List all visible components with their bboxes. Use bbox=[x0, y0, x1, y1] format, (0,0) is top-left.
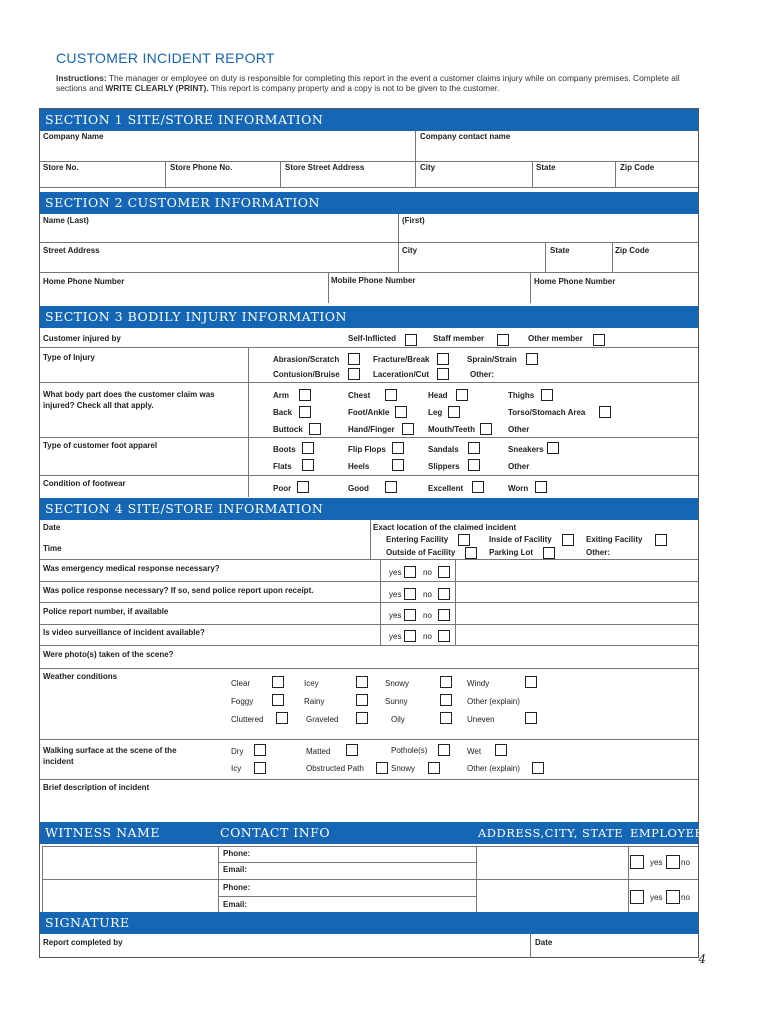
arm-checkbox[interactable] bbox=[299, 389, 311, 401]
type-of-injury-label: Type of Injury bbox=[43, 353, 95, 362]
section3-header: SECTION 3 BODILY INJURY INFORMATION bbox=[40, 306, 698, 328]
inside-facility-checkbox[interactable] bbox=[562, 534, 574, 546]
back-label: Back bbox=[273, 408, 293, 417]
injured-by-label: Customer injured by bbox=[43, 334, 121, 343]
witness2-email-field[interactable]: Email: bbox=[223, 900, 248, 909]
entering-facility-checkbox[interactable] bbox=[458, 534, 470, 546]
other-member-checkbox[interactable] bbox=[593, 334, 605, 346]
witness1-employee-yes-checkbox[interactable] bbox=[630, 855, 644, 869]
police-yes-label: yes bbox=[389, 590, 402, 599]
instructions bbox=[56, 74, 688, 93]
store-no-field[interactable]: Store No. bbox=[43, 163, 79, 172]
footwear-label: Type of customer foot apparel bbox=[43, 441, 158, 450]
emergency-yes-label: yes bbox=[389, 568, 402, 577]
report-yes-checkbox[interactable] bbox=[404, 609, 416, 621]
emergency-no-checkbox[interactable] bbox=[438, 566, 450, 578]
parking-lot-checkbox[interactable] bbox=[543, 547, 555, 559]
condition-label: Condition of footwear bbox=[43, 479, 126, 488]
sandals-label: Sandals bbox=[428, 445, 459, 454]
store-zip-field[interactable]: Zip Code bbox=[620, 163, 655, 172]
flats-label: Flats bbox=[273, 462, 292, 471]
fracture-label: Fracture/Break bbox=[373, 355, 430, 364]
customer-zip-field[interactable]: Zip Code bbox=[615, 246, 650, 255]
leg-label: Leg bbox=[428, 408, 443, 417]
snowy-checkbox[interactable] bbox=[440, 676, 452, 688]
incident-form bbox=[39, 108, 704, 958]
video-yes-label: yes bbox=[389, 632, 402, 641]
clear-checkbox[interactable] bbox=[272, 676, 284, 688]
good-checkbox[interactable] bbox=[385, 481, 397, 493]
self-inflicted-label: Self-Inflicted bbox=[348, 334, 397, 343]
police-no-label: no bbox=[423, 590, 432, 599]
chest-label: Chest bbox=[348, 391, 371, 400]
incident-time-field[interactable]: Time bbox=[43, 544, 62, 553]
witness2-employee-no-checkbox[interactable] bbox=[666, 890, 680, 904]
page-number: 4 bbox=[698, 952, 706, 966]
hand-finger-label: Hand/Finger bbox=[348, 425, 395, 434]
customer-mobile-phone-field[interactable]: Mobile Phone Number bbox=[331, 276, 416, 285]
buttock-checkbox[interactable] bbox=[309, 423, 321, 435]
other-member-label: Other member bbox=[528, 334, 583, 343]
exiting-facility-label: Exiting Facility bbox=[586, 535, 643, 544]
foggy-label: Foggy bbox=[231, 697, 254, 706]
customer-state-field[interactable]: State bbox=[550, 246, 570, 255]
outside-facility-label: Outside of Facility bbox=[386, 548, 456, 557]
witness2-no-label: no bbox=[681, 893, 690, 902]
surface-snowy-checkbox[interactable] bbox=[428, 762, 440, 774]
heels-label: Heels bbox=[348, 462, 370, 471]
question-video: Is video surveillance of incident available? bbox=[43, 628, 205, 637]
cluttered-label: Cluttered bbox=[231, 715, 264, 724]
report-no-label: no bbox=[423, 611, 432, 620]
walking-surface-label: Walking surface at the scene of the incident bbox=[43, 746, 177, 766]
torso-label: Torso/Stomach Area bbox=[508, 408, 586, 417]
customer-home-phone-field-2[interactable]: Home Phone Number bbox=[534, 277, 616, 286]
pothole-checkbox[interactable] bbox=[438, 744, 450, 756]
icy-label: Icy bbox=[231, 764, 242, 773]
thighs-label: Thighs bbox=[508, 391, 535, 400]
store-address-field[interactable]: Store Street Address bbox=[285, 163, 365, 172]
company-contact-field[interactable]: Company contact name bbox=[420, 132, 511, 141]
pothole-label: Pothole(s) bbox=[391, 746, 428, 755]
flip-flops-checkbox[interactable] bbox=[392, 442, 404, 454]
cluttered-checkbox[interactable] bbox=[276, 712, 288, 724]
entering-facility-label: Entering Facility bbox=[386, 535, 449, 544]
foggy-checkbox[interactable] bbox=[272, 694, 284, 706]
customer-city-field[interactable]: City bbox=[402, 246, 418, 255]
graveled-label: Graveled bbox=[306, 715, 339, 724]
excellent-label: Excellent bbox=[428, 484, 464, 493]
foot-ankle-label: Foot/Ankle bbox=[348, 408, 390, 417]
witness2-employee-yes-checkbox[interactable] bbox=[630, 890, 644, 904]
witness1-phone-field[interactable]: Phone: bbox=[223, 849, 251, 858]
laceration-checkbox[interactable] bbox=[437, 368, 449, 380]
foot-ankle-checkbox[interactable] bbox=[395, 406, 407, 418]
snowy-label: Snowy bbox=[385, 679, 410, 688]
mouth-teeth-label: Mouth/Teeth bbox=[428, 425, 475, 434]
body-part-label: What body part does the customer claim was injured? Check all that apply. bbox=[43, 390, 215, 410]
head-label: Head bbox=[428, 391, 448, 400]
witness-name-header: WITNESS NAME bbox=[40, 822, 214, 844]
flip-flops-label: Flip Flops bbox=[348, 445, 386, 454]
self-inflicted-checkbox[interactable] bbox=[405, 334, 417, 346]
footwear-other-label: Other bbox=[508, 462, 530, 471]
witness2-yes-label: yes bbox=[650, 893, 663, 902]
clear-label: Clear bbox=[231, 679, 251, 688]
matted-label: Matted bbox=[306, 747, 331, 756]
customer-first-name-field[interactable]: (First) bbox=[402, 216, 425, 225]
abrasion-checkbox[interactable] bbox=[348, 353, 360, 365]
customer-home-phone-field[interactable]: Home Phone Number bbox=[43, 277, 125, 286]
location-other-label: Other: bbox=[586, 548, 610, 557]
report-no-checkbox[interactable] bbox=[438, 609, 450, 621]
brief-description-field[interactable]: Brief description of incident bbox=[43, 783, 150, 792]
sprain-checkbox[interactable] bbox=[526, 353, 538, 365]
instructions-emphasis: WRITE CLEARLY (PRINT). bbox=[105, 82, 209, 93]
mouth-teeth-checkbox[interactable] bbox=[480, 423, 492, 435]
obstructed-label: Obstructed Path bbox=[306, 764, 364, 773]
heels-checkbox[interactable] bbox=[392, 459, 404, 471]
store-state-field[interactable]: State bbox=[536, 163, 556, 172]
question-police: Was police response necessary? If so, send police report upon receipt. bbox=[43, 586, 314, 595]
emergency-no-label: no bbox=[423, 568, 432, 577]
poor-checkbox[interactable] bbox=[297, 481, 309, 493]
section1-header: SECTION 1 SITE/STORE INFORMATION bbox=[40, 109, 698, 131]
instructions-lead: Instructions: bbox=[56, 73, 107, 83]
witness1-email-field[interactable]: Email: bbox=[223, 865, 248, 874]
body-other-label: Other bbox=[508, 425, 530, 434]
laceration-label: Laceration/Cut bbox=[373, 370, 430, 379]
police-no-checkbox[interactable] bbox=[438, 588, 450, 600]
sneakers-checkbox[interactable] bbox=[547, 442, 559, 454]
incident-date-field[interactable]: Date bbox=[43, 523, 61, 532]
parking-lot-label: Parking Lot bbox=[489, 548, 534, 557]
windy-checkbox[interactable] bbox=[525, 676, 537, 688]
contact-info-header: CONTACT INFO bbox=[214, 822, 476, 844]
icey-checkbox[interactable] bbox=[356, 676, 368, 688]
exiting-facility-checkbox[interactable] bbox=[655, 534, 667, 546]
witness2-phone-field[interactable]: Phone: bbox=[223, 883, 251, 892]
witness1-no-label: no bbox=[681, 858, 690, 867]
question-emergency: Was emergency medical response necessary? bbox=[43, 564, 220, 573]
uneven-label: Uneven bbox=[467, 715, 495, 724]
leg-checkbox[interactable] bbox=[448, 406, 460, 418]
excellent-checkbox[interactable] bbox=[472, 481, 484, 493]
dry-checkbox[interactable] bbox=[254, 744, 266, 756]
report-completed-by-field[interactable]: Report completed by bbox=[43, 938, 123, 947]
surface-other-checkbox[interactable] bbox=[532, 762, 544, 774]
buttock-label: Buttock bbox=[273, 425, 303, 434]
question-report-number: Police report number, if available bbox=[43, 607, 169, 616]
report-title: CUSTOMER INCIDENT REPORT bbox=[56, 50, 275, 66]
signature-header: SIGNATURE bbox=[40, 912, 698, 934]
section2-header: SECTION 2 CUSTOMER INFORMATION bbox=[40, 192, 698, 214]
abrasion-label: Abrasion/Scratch bbox=[273, 355, 340, 364]
arm-label: Arm bbox=[273, 391, 290, 400]
sunny-label: Sunny bbox=[385, 697, 408, 706]
signature-date-field[interactable]: Date bbox=[535, 938, 553, 947]
windy-label: Windy bbox=[467, 679, 490, 688]
sneakers-label: Sneakers bbox=[508, 445, 544, 454]
rainy-label: Rainy bbox=[304, 697, 325, 706]
inside-facility-label: Inside of Facility bbox=[489, 535, 552, 544]
wet-checkbox[interactable] bbox=[495, 744, 507, 756]
poor-label: Poor bbox=[273, 484, 292, 493]
slippers-label: Slippers bbox=[428, 462, 460, 471]
injury-other-label: Other: bbox=[470, 370, 494, 379]
company-name-field[interactable]: Company Name bbox=[43, 132, 104, 141]
contusion-checkbox[interactable] bbox=[348, 368, 360, 380]
video-no-label: no bbox=[423, 632, 432, 641]
slippers-checkbox[interactable] bbox=[468, 459, 480, 471]
witness1-employee-no-checkbox[interactable] bbox=[666, 855, 680, 869]
staff-member-label: Staff member bbox=[433, 334, 485, 343]
obstructed-checkbox[interactable] bbox=[376, 762, 388, 774]
back-checkbox[interactable] bbox=[299, 406, 311, 418]
question-photos: Were photo(s) taken of the scene? bbox=[43, 650, 174, 659]
head-checkbox[interactable] bbox=[456, 389, 468, 401]
surface-other-label: Other (explain) bbox=[467, 764, 520, 773]
section4-header: SECTION 4 SITE/STORE INFORMATION bbox=[40, 498, 698, 520]
chest-checkbox[interactable] bbox=[385, 389, 397, 401]
boots-checkbox[interactable] bbox=[302, 442, 314, 454]
weather-label: Weather conditions bbox=[43, 672, 118, 681]
sandals-checkbox[interactable] bbox=[468, 442, 480, 454]
uneven-checkbox[interactable] bbox=[525, 712, 537, 724]
store-city-field[interactable]: City bbox=[420, 163, 436, 172]
sunny-checkbox[interactable] bbox=[440, 694, 452, 706]
wet-label: Wet bbox=[467, 747, 482, 756]
oily-label: Oily bbox=[391, 715, 405, 724]
customer-street-field[interactable]: Street Address bbox=[43, 246, 100, 255]
contusion-label: Contusion/Bruise bbox=[273, 370, 340, 379]
matted-checkbox[interactable] bbox=[346, 744, 358, 756]
video-yes-checkbox[interactable] bbox=[404, 630, 416, 642]
surface-snowy-label: Snowy bbox=[391, 764, 416, 773]
exact-location-label: Exact location of the claimed incident bbox=[373, 523, 517, 532]
thighs-checkbox[interactable] bbox=[541, 389, 553, 401]
witness1-yes-label: yes bbox=[650, 858, 663, 867]
oily-checkbox[interactable] bbox=[440, 712, 452, 724]
worn-checkbox[interactable] bbox=[535, 481, 547, 493]
torso-checkbox[interactable] bbox=[599, 406, 611, 418]
graveled-checkbox[interactable] bbox=[356, 712, 368, 724]
good-label: Good bbox=[348, 484, 369, 493]
employee-header: EMPLOYEE bbox=[628, 822, 698, 844]
staff-member-checkbox[interactable] bbox=[497, 334, 509, 346]
police-yes-checkbox[interactable] bbox=[404, 588, 416, 600]
address-header: ADDRESS,CITY, STATE bbox=[476, 822, 628, 844]
emergency-yes-checkbox[interactable] bbox=[404, 566, 416, 578]
flats-checkbox[interactable] bbox=[302, 459, 314, 471]
video-no-checkbox[interactable] bbox=[438, 630, 450, 642]
store-phone-field[interactable]: Store Phone No. bbox=[170, 163, 233, 172]
instructions-body: The manager or employee on duty is responsible for completing this report in the event a customer claims injury while on company premises. Complete all sections and bbox=[56, 73, 680, 93]
icy-checkbox[interactable] bbox=[254, 762, 266, 774]
outside-facility-checkbox[interactable] bbox=[465, 547, 477, 559]
hand-finger-checkbox[interactable] bbox=[402, 423, 414, 435]
rainy-checkbox[interactable] bbox=[356, 694, 368, 706]
sprain-label: Sprain/Strain bbox=[467, 355, 517, 364]
customer-last-name-field[interactable]: Name (Last) bbox=[43, 216, 89, 225]
dry-label: Dry bbox=[231, 747, 244, 756]
weather-other-label: Other (explain) bbox=[467, 697, 520, 706]
fracture-checkbox[interactable] bbox=[437, 353, 449, 365]
icey-label: Icey bbox=[304, 679, 319, 688]
instructions-tail: This report is company property and a copy is not to be given to the customer. bbox=[208, 82, 500, 93]
boots-label: Boots bbox=[273, 445, 296, 454]
report-yes-label: yes bbox=[389, 611, 402, 620]
worn-label: Worn bbox=[508, 484, 529, 493]
